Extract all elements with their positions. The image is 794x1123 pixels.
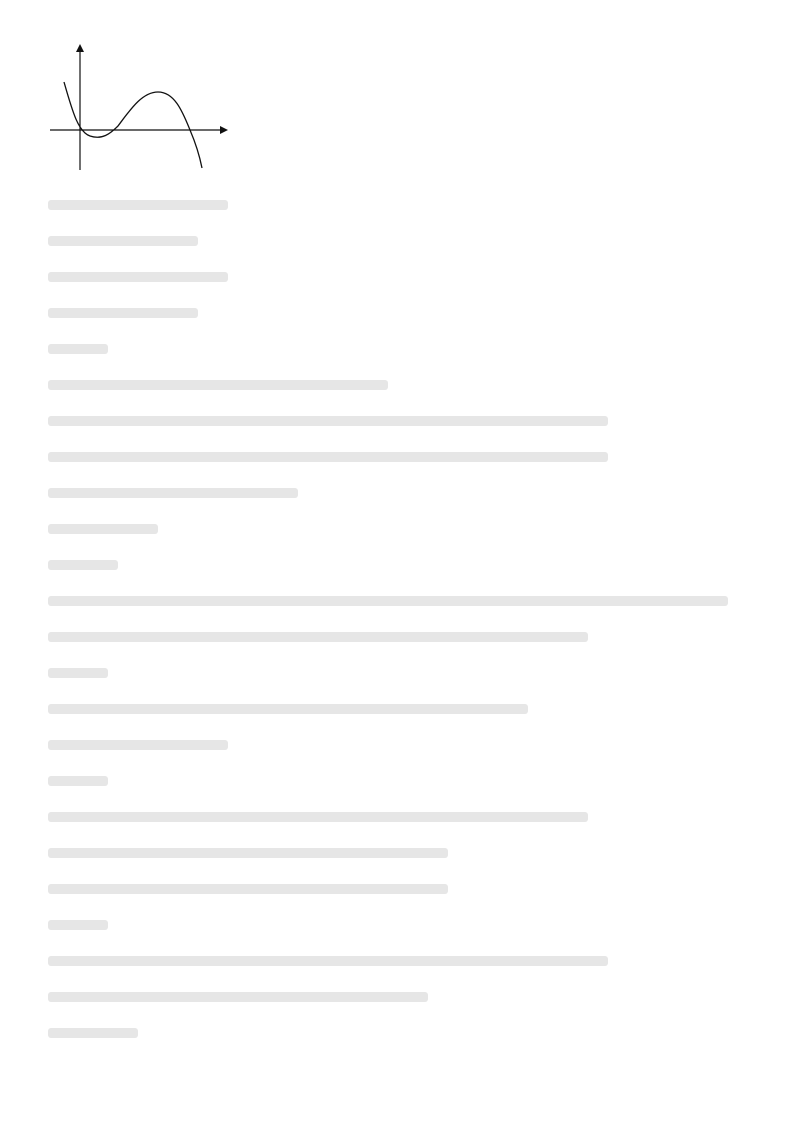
text-line — [48, 658, 748, 688]
text-line — [48, 982, 748, 1012]
text-line — [48, 910, 748, 940]
text-line — [48, 550, 748, 580]
text-line — [48, 406, 748, 436]
text-line — [48, 730, 748, 760]
text-lines — [48, 190, 748, 1054]
curve — [64, 82, 202, 168]
text-line — [48, 190, 748, 220]
text-line — [48, 226, 748, 256]
text-line — [48, 694, 748, 724]
text-line — [48, 1018, 748, 1048]
text-line — [48, 802, 748, 832]
text-line — [48, 766, 748, 796]
text-line — [48, 874, 748, 904]
text-line — [48, 262, 748, 292]
text-line — [48, 442, 748, 472]
text-line — [48, 514, 748, 544]
text-line — [48, 298, 748, 328]
text-line — [48, 334, 748, 364]
text-line — [48, 946, 748, 976]
function-graph — [40, 40, 240, 180]
y-axis-arrow — [76, 44, 84, 52]
text-line — [48, 478, 748, 508]
text-line — [48, 838, 748, 868]
text-line — [48, 586, 748, 616]
x-axis-arrow — [220, 126, 228, 134]
text-line — [48, 370, 748, 400]
text-line — [48, 622, 748, 652]
